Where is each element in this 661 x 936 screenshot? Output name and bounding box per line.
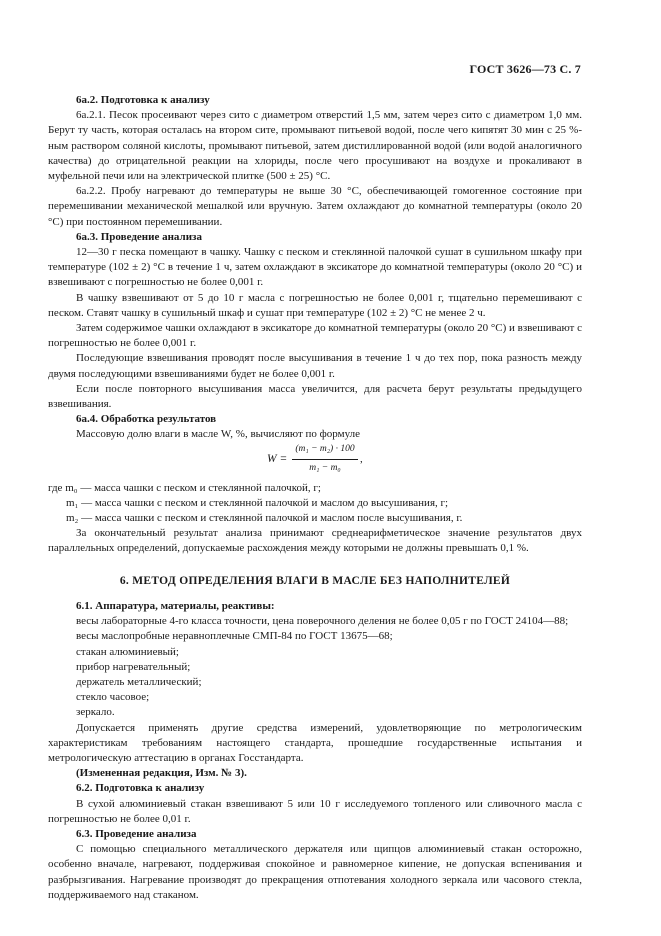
equipment-item: стекло часовое;: [76, 691, 150, 704]
equipment-item: зеркало.: [76, 706, 115, 719]
formula-comma: ,: [360, 452, 363, 465]
formula-numerator: (m₁ − m₂) · 100: [295, 443, 355, 454]
section-6a4-result: За окончательный результат анализа принимают среднеарифметическое значение результатов двух параллельных определений, допускаемые расхождения между которыми не должны превышать 0,1 %.: [48, 527, 582, 555]
moisture-formula: [48, 443, 582, 481]
equipment-item: держатель металлический;: [76, 675, 202, 688]
section-6a3-paragraph-5: Если после повторного высушивания масса увеличится, для расчета берут результаты предыдущего взвешивания.: [48, 382, 582, 411]
formula-denominator: m₁ − m₀: [309, 462, 341, 473]
section-6a2-1-paragraph: 6а.2.1. Песок просеивают через сито с диаметром отверстий 1,5 мм, затем через сито с диаметром 1,0 мм. Берут ту часть, которая осталась на втором сите, промывают питьевой водой, после чего кипятят 30 мин с 25 %-ным раствором соляной кислоты, промывают питьевой, затем дистиллированной водой (или водой аналогичного качества) до отрицательной реакции на хлориды, после чего просушивают на воздухе и прокаливают в муфельной печи или на электрической плитке (500 ± 25) °С.: [48, 109, 582, 183]
equipment-item: стакан алюминиевый;: [76, 645, 179, 658]
section-62-heading: 6.2. Подготовка к анализу: [76, 782, 205, 795]
equipment-item: прибор нагревательный;: [76, 660, 191, 673]
where-m2: m₂ — масса чашки с песком и стеклянной палочкой и маслом после высушивания, г.: [66, 512, 463, 525]
section-6a2-heading: 6а.2. Подготовка к анализу: [76, 94, 210, 106]
section-6-title: 6. МЕТОД ОПРЕДЕЛЕНИЯ ВЛАГИ В МАСЛЕ БЕЗ НАПОЛНИТЕЛЕЙ: [119, 574, 511, 587]
formula-fraction: [292, 443, 358, 475]
section-6a3-paragraph-2: В чашку взвешивают от 5 до 10 г масла с погрешностью не более 0,001 г, тщательно перемешивают с песком. Ставят чашку в сушильный шкаф и сушат при температуре (102 ± 2) °С не менее 2 ч.: [48, 291, 582, 319]
fraction-bar: [292, 459, 358, 460]
amendment-note: (Измененная редакция, Изм. № 3).: [76, 767, 247, 780]
section-6a2-2-paragraph: 6а.2.2. Пробу нагревают до температуры не выше 30 °С, обеспечивающей гомогенное состояние при перемешивании механической мешалкой или вручную. Затем охлаждают до комнатной температуры (около 20 °С) при постоянном перемешивании.: [48, 185, 582, 228]
section-6a3-paragraph-4: Последующие взвешивания проводят после высушивания в течение 1 ч до тех пор, пока разность между двумя последующими взвешиваниями будет не более 0,001 г.: [48, 352, 582, 380]
section-6a3-heading: 6а.3. Проведение анализа: [76, 230, 202, 243]
equipment-item: весы маслопробные неравноплечные СМП-84 по ГОСТ 13675—68;: [76, 630, 393, 643]
section-63-heading: 6.3. Проведение анализа: [76, 827, 197, 840]
section-63-paragraph: С помощью специального металлического держателя или щипцов алюминиевый стакан осторожно, особенно вначале, нагревают, поддерживая спокойное и равномерное кипение, не допуская вспенивания и разбрызгивания. Нагревание производят до прекращения отпотевания холодного зеркала или часового стекла, поддерживаемого над стаканом.: [48, 843, 582, 901]
section-6a3-paragraph-3: Затем содержимое чашки охлаждают в эксикаторе до комнатной температуры (около 20 °С) и взвешивают с погрешностью не более 0,001 г.: [48, 322, 582, 350]
formula-lhs: W =: [267, 452, 288, 465]
formula-intro: Массовую долю влаги в масле W, %, вычисляют по формуле: [76, 428, 360, 441]
where-m1: m₁ — масса чашки с песком и стеклянной палочкой и маслом до высушивания, г;: [66, 496, 449, 509]
section-61-heading: 6.1. Аппаратура, материалы, реактивы:: [76, 599, 275, 612]
section-6a3-paragraph-1: 12—30 г песка помещают в чашку. Чашку с песком и стеклянной палочкой сушат в сушильном шкафу при температуре (102 ± 2) °С в течение 1 ч, затем охлаждают в эксикаторе до комнатной температуры (около 20 °С) и взвешивают с погрешностью не более 0,001 г.: [48, 246, 582, 289]
where-m0: где m₀ — масса чашки с песком и стеклянной палочкой, г;: [48, 481, 321, 494]
equipment-item: весы лабораторные 4-го класса точности, цена поверочного деления не более 0,05 г по ГОСТ 24104—88;: [76, 615, 569, 628]
section-61-allowed: Допускается применять другие средства измерений, удовлетворяющие по метрологическим характеристикам требованиям настоящего стандарта, прошедшие государственные испытания и метрологическую аттестацию в органах Госстандарта.: [48, 721, 582, 764]
section-62-paragraph: В сухой алюминиевый стакан взвешивают 5 или 10 г исследуемого топленого или сливочного масла с погрешностью не более 0,01 г.: [48, 797, 582, 825]
page-header: ГОСТ 3626—73 С. 7: [469, 62, 581, 76]
section-6a4-heading: 6а.4. Обработка результатов: [76, 413, 217, 426]
page-content: [48, 93, 582, 903]
